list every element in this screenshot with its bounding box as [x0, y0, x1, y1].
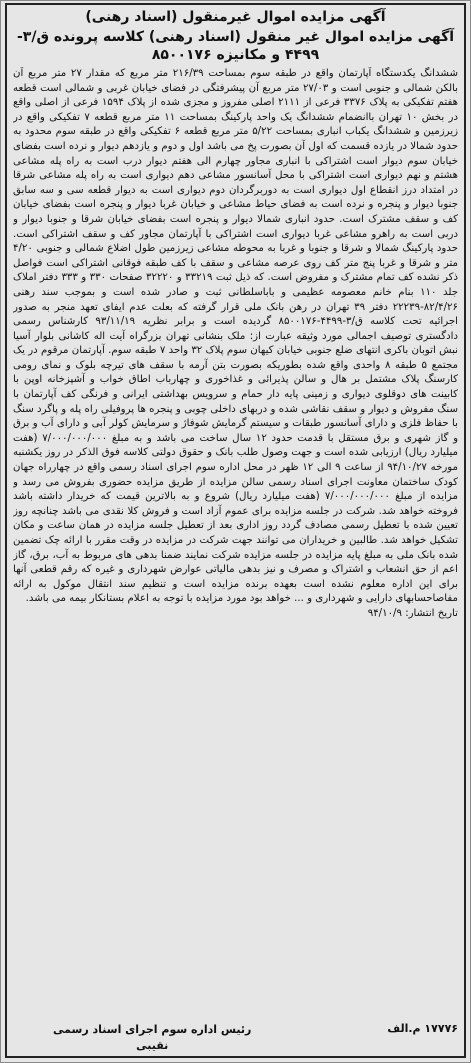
publish-date: تاریخ انتشار: ۹۴/۱۰/۹	[367, 607, 458, 619]
signature-title: رئیس اداره سوم اجرای اسناد رسمی	[53, 1023, 252, 1036]
notice-title: آگهی مزایده اموال غیرمنقول (اسناد رهنی)	[85, 9, 386, 25]
notice-body-text	[13, 67, 458, 607]
notice-body	[13, 67, 458, 1020]
notice-subtitle: آگهی مزایده اموال غیر منقول (اسناد رهنی) کلاسه پرونده ق/۳- ۴۴۹۹ و مکانیزه ۸۵۰۰۱۷۶	[16, 29, 455, 63]
signature-name: نقیبی	[136, 1039, 169, 1052]
notice-code: ۱۷۷۷۶ م.الف	[387, 1022, 458, 1035]
notice-body-content: ششدانگ یکدستگاه آپارتمان واقع در طبقه سوم بمساحت ۲۱۶/۳۹ متر مربع که مقدار ۲۷ متر مربع آن بالکن شمالی و جنوبی است و ۲۷/۰۳ متر مربع آن پیشرفتگی در فضای خیابان غربی و شمالی است قطعه هفتم تفکیکی به پلاک ۳۳۷۶ فرعی از ۲۱۱۱ اصلی مفروز و مجزی شده از پلاک ۱۵۹۴ فرعی از اصلی واقع در بخش ۱۰ تهران باانضمام ششدانگ یک واحد پارکینگ بمساحت ۱۱ متر مربع قطعه ۷ تفکیکی واقع در زیرزمین و ششدانگ یکباب انباری بمساحت ۵/۲۲ متر مربع قطعه ۶ تفکیکی واقع در طبقه سوم محدود به حدود شمالا در یازده قسمت که اول آن بصورت پخ می باشد اول و دوم و یازدهم دیوار و نرده است بفضای خیابان سوم دیوار است اشتراکی با انباری مجاور چهارم الی هفتم دیوار درب است به راه پله مشاعی هشتم و نهم دیواری است اشتراکی با محل آسانسور مشاعی دهم دیواری است به راه پله مشاعی شرقا در امتداد درز انقطاع اول دیواری است به دوربرگردان دوم دیواری است به دیوار قطعه سی و سه سابق جنوبا دیوار و پنجره و نرده است به فضای حیاط مشاعی و خیابان غربا دیوار و پنجره است بفضای خیابان کف و سقف مشترک است. حدود انباری شمالا دیوار و پنجره است بفضای خیابان شرقا و جنوبا دیوار و دربی است به راهرو مشاعی غربا دیواری است اشتراکی با آپارتمان مجاور کف و سقف اشتراکی است. حدود پارکینگ شمالا و شرقا و جنوبا و غربا به محوطه مشاعی زیرزمین طول اضلاع شمالی و جنوبی ۴/۲۰ متر و شرقا و غربا پنج متر کف روی عرصه مشاعی و سقف با کف طبقه فوقانی اشتراکی است فواصل ذکر نشده کف تمام مشترک و مفروض است. که ذیل ثبت ۳۳۲۱۹ و ۳۲۲۲۰ صفحات ۳۳۰ و ۳۳۳ دفتر املاک جلد ۱۱۰ بنام خانم معصومه عظیمی و باباسلطانی ثبت و صادر شده است و بموجب سند رهنی ۸۲/۴/۲۶-۲۲۲۳۹ دفتر ۳۹ تهران در رهن بانک ملی قرار گرفته که بعلت عدم ایفای تعهد منجر به صدور اجرائیه تحت کلاسه ق/۳-۴۴۹۹-۸۵۰۰۱۷۶ گردیده است و برابر نظریه ۹۳/۱۱/۱۹ کارشناس رسمی دادگستری توصیف اجمالی مورد وثیقه عبارت از: ملک بنشانی تهران بزرگراه آیت اله کاشانی بلوار آسیا نبش اتوبان باکری انتهای ضلع جنوبی خیابان کیهان سوم پلاک ۳۲ واحد ۷ طبقه سوم. آپارتمان مرقوم در یک مجتمع ۵ طبقه ۸ واحدی واقع شده بطوریکه بصورت بتن آرمه با سقف های تیرچه بلوک و نمای رومی کارسنگ پلاک مشتمل بر هال و سالن پذیرائی و غذاخوری و چهارباب اطاق خواب و آشپزخانه اوپن با کابینت های دوقلوی دیواری و زمینی پایه دار حمام و سرویس بهداشتی ایرانی و فرنگی کف آپارتمان با سنگ مفروش و دیوار و سقف نقاشی شده و دربهای داخلی چوبی و پنجره ها پروفیلی راه پله و پاگرد سنگ با حفاظ فلزی و دارای آسانسور طبقات و سیستم گرمایش شوفاژ و سرمایش کولر آبی و دارای آب و برق و گاز شهری و برق مستقل با قدمت حدود ۱۲ سال ساخت می باشد و به مبلغ ۷/۰۰۰/۰۰۰/۰۰۰ (هفت میلیارد ریال) ارزیابی شده است و جهت وصول طلب بانک و حقوق دولتی کلاسه فوق الذکر در روز یکشنبه مورخه ۹۴/۱۰/۲۷ از ساعت ۹ الی ۱۲ ظهر در محل اداره سوم اجرای اسناد رسمی واقع در چهارراه جهان کودک ساختمان معاونت اجرای اسناد رسمی سالن مزایده از طریق مزایده حضوری بفروش می رسد و مزایده از مبلغ ۷/۰۰۰/۰۰۰/۰۰۰ (هفت میلیارد ریال) شروع و به بالاترین قیمت که خریدار داشته باشد فروخته خواهد شد. شرکت در جلسه مزایده برای عموم آزاد است و فروش کلا نقدی می باشد چنانچه روز تعیین شده با تعطیل رسمی مصادف گردد روز اداری بعد از تعطیل جلسه مزایده در همان ساعت و مکان تشکیل خواهد شد. طالبین و خریداران می توانند جهت شرکت در مزایده در وقت مقرر با ارائه چک تضمین شده بانک ملی به مبلغ پایه مزایده در جلسه مزایده شرکت نمایند ضمنا بدهی های مربوط به آب، برق، گاز اعم از حق انشعاب و اشتراک و مصرف و نیز بدهی مالیاتی عوارض شهرداری و غیره که رقم قطعی آنها برای این اداره معلوم نشده است بعهده برنده مزایده است و تنظیم سند انتقال موکول به ارائه مفاصاحسابهای دارایی و شهرداری و ... خواهد بود مورد مزایده با توجه به اعلام بستانکار بیمه می باشد.	[13, 68, 458, 605]
signature-block	[53, 1022, 251, 1054]
notice-footer	[13, 1022, 458, 1056]
